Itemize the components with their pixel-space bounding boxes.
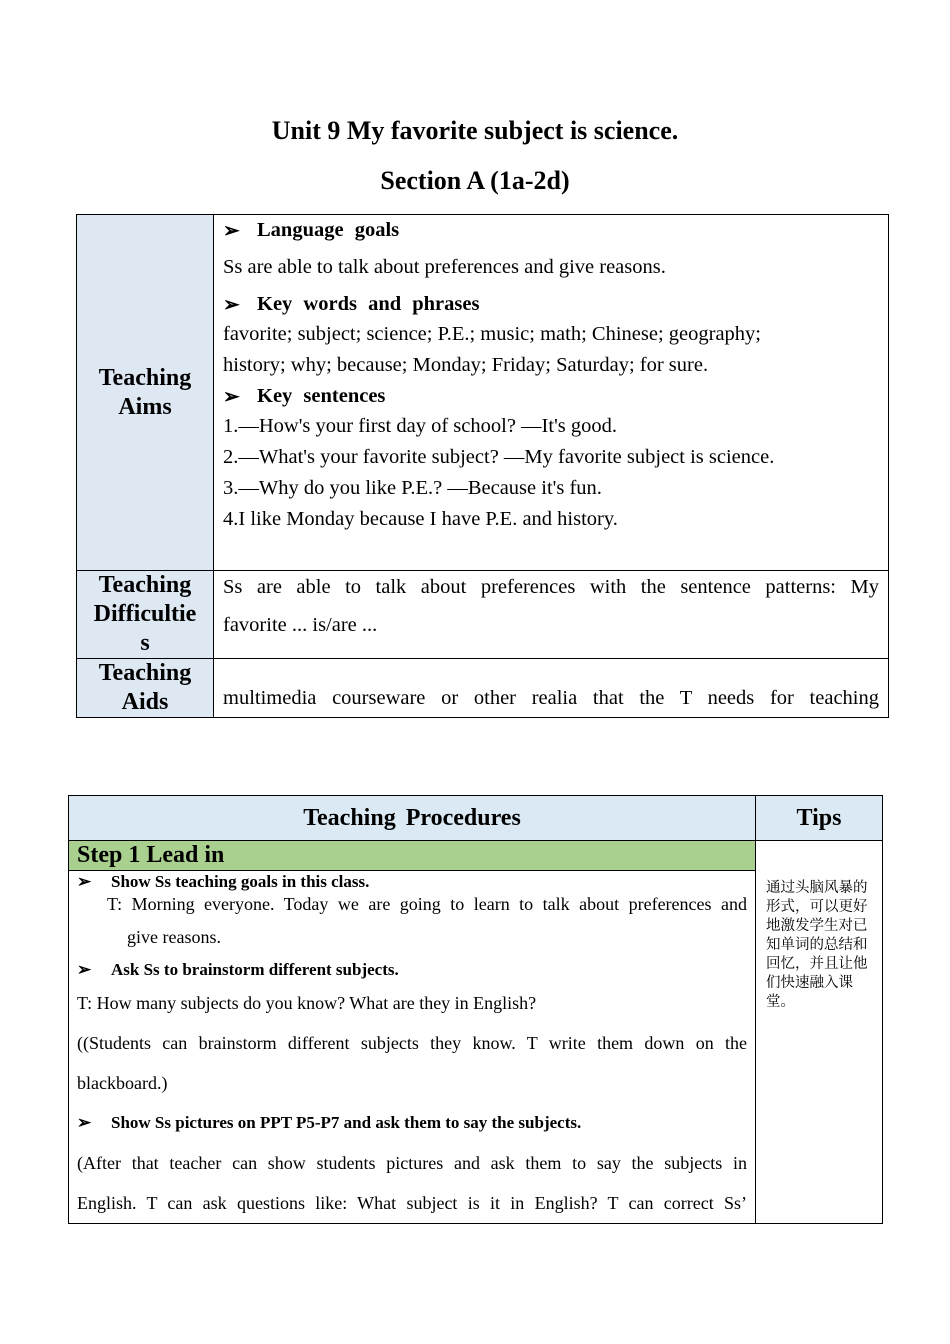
tips-header: Tips [756, 796, 883, 841]
key-sentence: 1.—How's your first day of school? —It's good. [223, 415, 617, 437]
arrow-bullet-icon: ➢ [223, 294, 240, 316]
teaching-procedures-table [68, 795, 883, 1224]
step-1-heading: Step 1 Lead in [69, 841, 756, 871]
teaching-difficulties-label: Teaching Difficultie s [77, 571, 214, 659]
teaching-aids-content: multimedia courseware or other realia that the T needs for teaching [214, 659, 889, 718]
key-sentences-heading: ➢ Key sentences [223, 385, 386, 408]
arrow-bullet-icon: ➢ [223, 220, 240, 242]
teaching-aims-content [214, 215, 889, 571]
key-sentence: 4.I like Monday because I have P.E. and history. [223, 508, 618, 530]
teaching-aims-table [76, 214, 889, 718]
procedure-text: (After that teacher can show students pictures and ask them to say the subjects in [77, 1153, 747, 1173]
key-words-line: favorite; subject; science; P.E.; music; math; Chinese; geography; [223, 323, 761, 345]
procedure-text: blackboard.) [77, 1073, 168, 1093]
teaching-aims-label: Teaching Aims [77, 215, 214, 571]
arrow-bullet-icon: ➢ [77, 1113, 92, 1132]
procedure-text: English. T can ask questions like: What subject is it in English? T can correct Ss’ [77, 1193, 747, 1213]
key-words-heading: ➢ Key words and phrases [223, 293, 480, 316]
bullet-brainstorm: ➢ Ask Ss to brainstorm different subjects. [77, 960, 399, 979]
key-sentence: 2.—What's your favorite subject? —My favorite subject is science. [223, 446, 775, 468]
procedure-text: ((Students can brainstorm different subjects they know. T write them down on the [77, 1033, 747, 1053]
procedures-header: Teaching Procedures [69, 796, 756, 841]
teaching-difficulties-content: Ss are able to talk about preferences with the sentence patterns: My favorite ... is/are ... [214, 571, 889, 659]
arrow-bullet-icon: ➢ [77, 960, 92, 979]
bullet-show-goals: ➢ Show Ss teaching goals in this class. [77, 872, 370, 891]
arrow-bullet-icon: ➢ [223, 386, 240, 408]
language-goals-text: Ss are able to talk about preferences and give reasons. [223, 256, 666, 278]
step-1-content [69, 871, 756, 1224]
procedure-text: T: How many subjects do you know? What are they in English? [77, 993, 537, 1013]
procedure-text: T: Morning everyone. Today we are going to learn to talk about preferences and [107, 894, 747, 914]
teaching-aids-label: Teaching Aids [77, 659, 214, 718]
document-title: Unit 9 My favorite subject is science. [271, 116, 679, 145]
key-sentence: 3.—Why do you like P.E.? —Because it's fun. [223, 477, 602, 499]
tips-content: 通过头脑风暴的形式，可以更好地激发学生对已知单词的总结和回忆，并且让他们快速融入课堂。 [756, 841, 883, 1224]
procedure-text: give reasons. [127, 927, 221, 947]
language-goals-heading: ➢ Language goals [223, 219, 400, 242]
key-words-line: history; why; because; Monday; Friday; Saturday; for sure. [223, 354, 709, 376]
arrow-bullet-icon: ➢ [77, 872, 92, 891]
section-subtitle: Section A (1a-2d) [380, 166, 570, 195]
bullet-show-pictures: ➢ Show Ss pictures on PPT P5-P7 and ask them to say the subjects. [77, 1113, 582, 1132]
